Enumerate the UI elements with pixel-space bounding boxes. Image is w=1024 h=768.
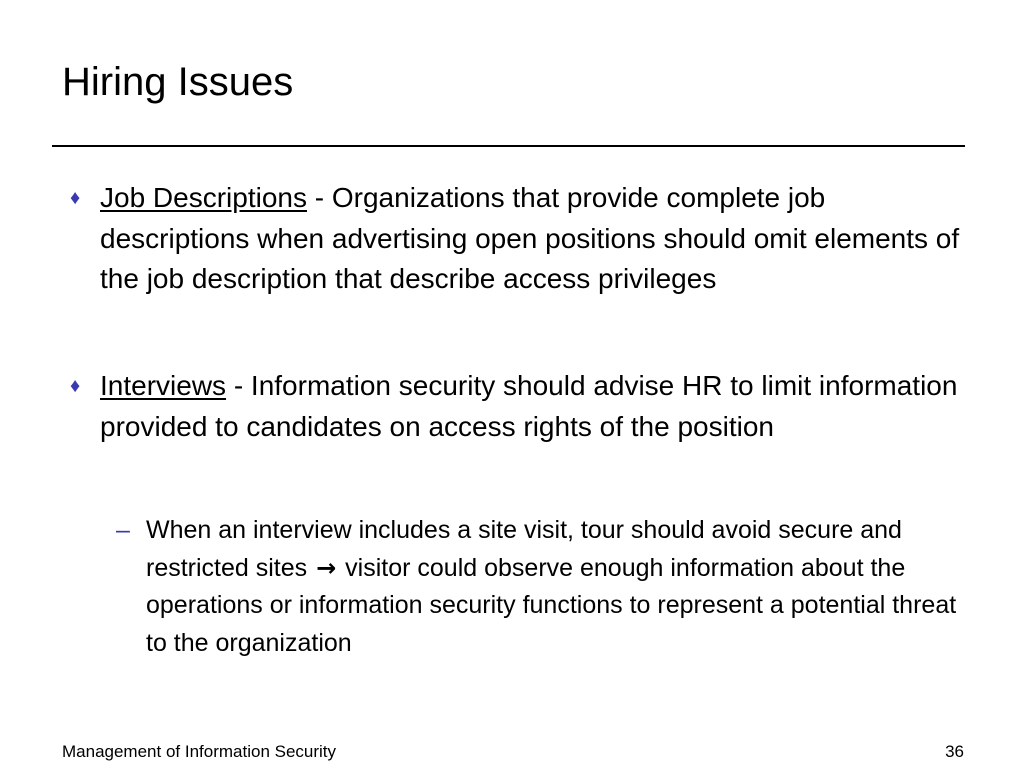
bullet-text: - Organizations that provide complete job descriptions when advertising open positions should omit elements of the job description that describe access privileges <box>100 182 960 294</box>
bullet-text: - Information security should advise HR to limit information provided to candidates on access rights of the position <box>100 370 958 442</box>
sub-bullet-text-after: visitor could observe enough information about the operations or information security functions to represent a potential threat to the organization <box>146 553 957 657</box>
sub-bullet-text-before: When an interview includes a site visit, tour should avoid secure and restricted sites <box>146 516 902 582</box>
footer-page-number: 36 <box>945 742 964 761</box>
bullet-term: Job Descriptions <box>100 182 307 213</box>
dash-bullet-icon: – <box>116 516 130 544</box>
footer-course-title: Management of Information Security <box>62 742 337 761</box>
bullet-term: Interviews <box>100 370 227 401</box>
sub-bullet-site-visit <box>116 512 966 662</box>
diamond-bullet-icon: ♦ <box>70 187 81 209</box>
right-arrow-icon: → <box>316 553 337 582</box>
bullet-interviews <box>70 366 970 447</box>
diamond-bullet-icon: ♦ <box>70 375 81 397</box>
slide-title: Hiring Issues <box>62 60 294 104</box>
bullet-job-descriptions <box>70 178 970 300</box>
